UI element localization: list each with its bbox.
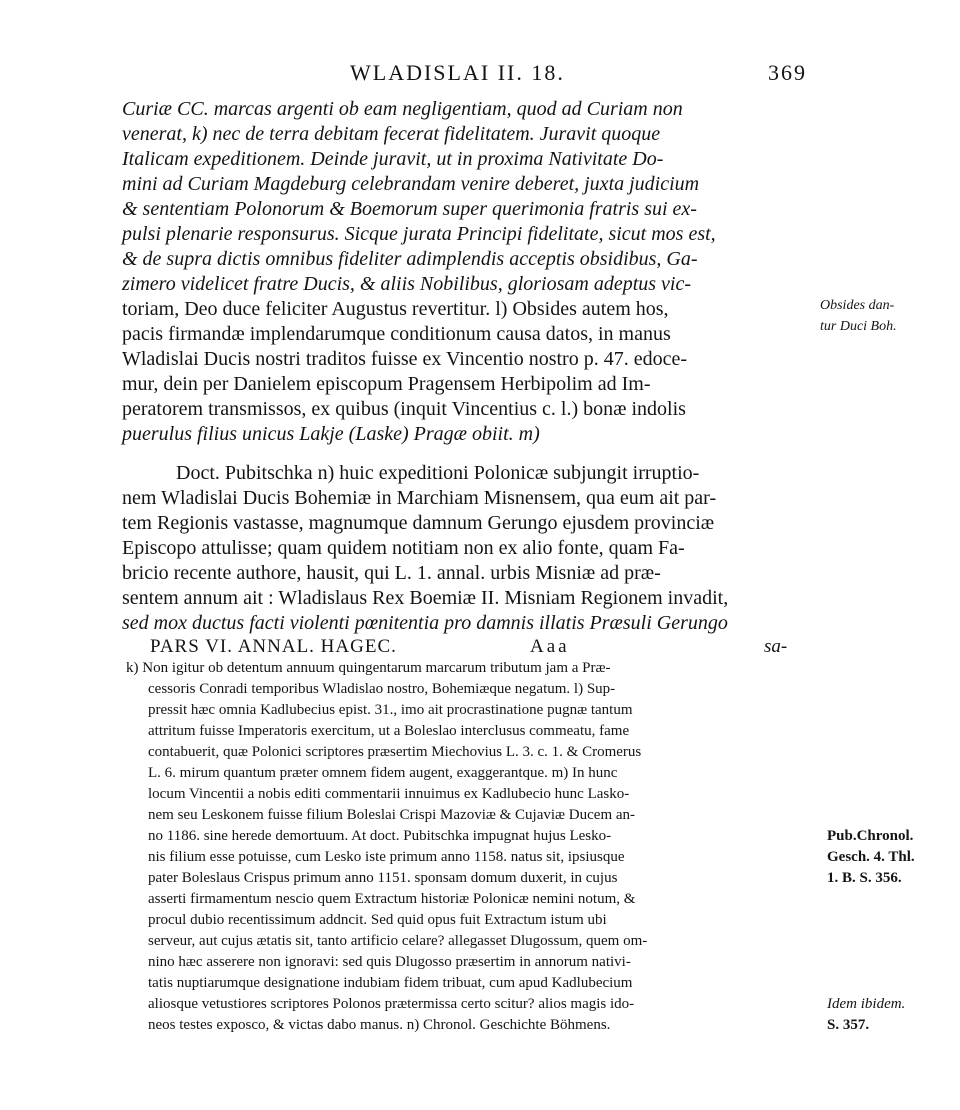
text-line: venerat, k) nec de terra debitam fecerat fidelitatem. Juravit quoque [122,123,661,145]
footnote-line: tatis nuptiarumque designatione indubiam fidem tribuat, cum apud Kadlubecium [148,975,633,991]
text-line: pacis firmandæ implendarumque conditionum causa datos, in manus [122,323,671,345]
footnote-line: L. 6. mirum quantum præter omnem fidem augent, exaggerantque. m) In hunc [148,765,618,781]
footnote-line: pressit hæc omnia Kadlubecius epist. 31., imo ait procrastinatione pugnæ tantum [148,702,633,718]
text-line: puerulus filius unicus Lakje (Laske) Pragæ obiit. m) [122,423,540,445]
marginal-note: tur Duci Boh. [820,319,897,334]
footnote-line: neos testes exposco, & victas dabo manus. n) Chronol. Geschichte Böhmens. [148,1017,611,1033]
marginal-note: Gesch. 4. Thl. [827,849,915,865]
marginal-note: Obsides dan- [820,298,895,313]
text-line: peratorem transmissos, ex quibus (inquit Vincentius c. l.) bonæ indolis [122,398,686,420]
text-line: nem Wladislai Ducis Bohemiæ in Marchiam Misnensem, qua eum ait par- [122,487,717,509]
text-line: Episcopo attulisse; quam quidem notitiam non ex alio fonte, quam Fa- [122,537,685,559]
text-line: sentem annum ait : Wladislaus Rex Boemiæ II. Misniam Regionem invadit, [122,587,729,609]
text-line: & de supra dictis omnibus fideliter adimplendis acceptis obsidibus, Ga- [122,248,698,270]
marginal-note: S. 357. [827,1017,870,1033]
text-line: & sententiam Polonorum & Boemorum super querimonia fratris sui ex- [122,198,697,220]
footnote-line: aliosque vetustiores scriptores Polonos prætermissa certo scitur? alios magis ido- [148,996,635,1012]
footnote-line: nem seu Leskonem fuisse filium Boleslai Crispi Mazoviæ & Cujaviæ Ducem an- [148,807,636,823]
footnote-line: no 1186. sine herede demortuum. At doct. Pubitschka impugnat hujus Lesko- [148,828,612,844]
signature-label: PARS VI. ANNAL. HAGEC. [150,636,397,657]
footnote-line: asserti firmamentum nescio quem Extractum historiæ Polonicæ nemini notum, & [148,891,636,907]
marginal-note: 1. B. S. 356. [827,870,902,886]
marginal-note: Idem ibidem. [827,996,906,1012]
footnote-line: k) Non igitur ob detentum annuum quingentarum marcarum tributum jam a Præ- [126,660,611,676]
footnote-line: pater Boleslaus Crispus primum anno 1151. sponsam domum duxerit, in cujus [148,870,618,886]
text-line: pulsi plenarie responsurus. Sicque jurata Principi fidelitate, sicut mos est, [122,223,716,245]
catchword: sa- [764,636,788,657]
text-line: toriam, Deo duce feliciter Augustus revertitur. l) Obsides autem hos, [122,298,669,320]
footnote-line: locum Vincentii a nobis editi commentarii innuimus ex Kadlubecio hunc Lasko- [148,786,630,802]
signature-mark: Aaa [530,636,570,657]
text-line: Doct. Pubitschka n) huic expeditioni Polonicæ subjungit irruptio- [176,462,700,484]
footnote-line: serveur, aut cujus ætatis sit, tanto artificio celare? allegasset Dlugossum, quem om- [148,933,648,949]
footnote-line: nino hæc asserere non ignoravi: sed quis Dlugosso præsertim in annorum nativi- [148,954,631,970]
footnote-line: attritum fuisse Imperatoris exercitum, ut a Boleslao interclusus commeatu, fame [148,723,630,739]
text-line: Italicam expeditionem. Deinde juravit, ut in proxima Nativitate Do- [122,148,664,170]
running-title: WLADISLAI II. 18. [350,60,565,85]
text-line: mini ad Curiam Magdeburg celebrandam venire deberet, juxta judicium [122,173,700,195]
text-line: sed mox ductus facti violenti pœnitentia pro damnis illatis Præsuli Gerungo [122,612,728,634]
footnote-line: cessoris Conradi temporibus Wladislao nostro, Bohemiæque negatum. l) Sup- [148,681,616,697]
page-number: 369 [768,60,807,85]
text-line: bricio recente authore, hausit, qui L. 1. annal. urbis Misniæ ad præ- [122,562,661,584]
marginal-note: Pub.Chronol. [827,828,914,844]
footnote-line: nis filium esse potuisse, cum Lesko iste primum anno 1158. natus sit, ipsiusque [148,849,625,865]
footnote-line: contabuerit, quæ Polonici scriptores præsertim Miechovius L. 3. c. 1. & Cromerus [148,744,642,760]
text-line: Wladislai Ducis nostri traditos fuisse ex Vincentio nostro p. 47. edoce- [122,348,687,370]
text-line: tem Regionis vastasse, magnumque damnum Gerungo ejusdem provinciæ [122,512,715,534]
text-line: mur, dein per Danielem episcopum Pragensem Herbipolim ad Im- [122,373,651,395]
text-line: zimero videlicet fratre Ducis, & aliis Nobilibus, gloriosam adeptus vic- [122,273,692,295]
text-line: Curiæ CC. marcas argenti ob eam negligentiam, quod ad Curiam non [122,98,683,120]
footnote-line: procul dubio recentissimum addncit. Sed quid opus fuit Extractum istum ubi [148,912,607,928]
